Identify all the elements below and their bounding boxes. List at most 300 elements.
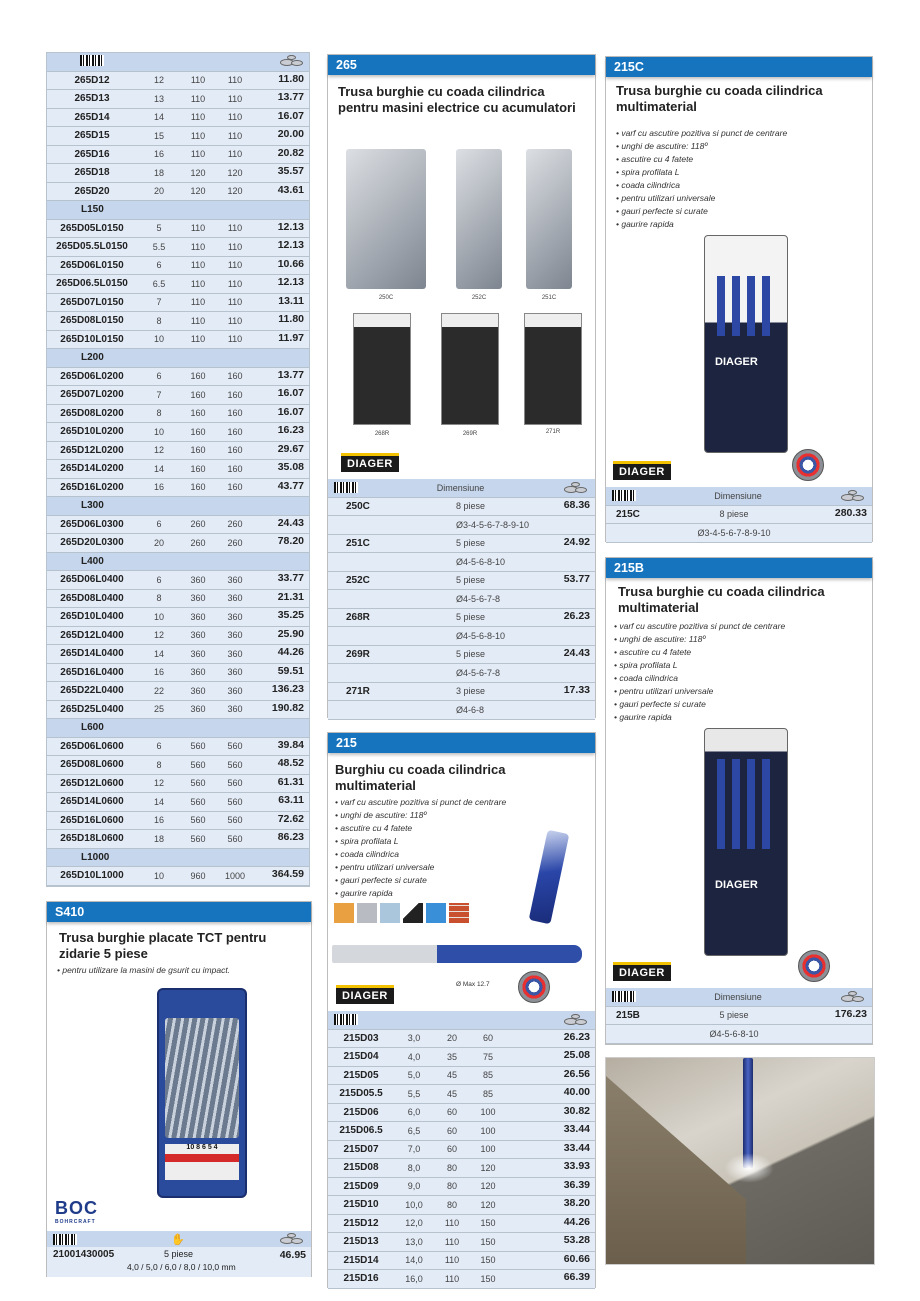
group-header-row [47,719,309,738]
price: 24.43 [563,646,590,659]
table-row [328,1085,595,1104]
barcode-icon [334,482,358,493]
working-length: 110 [190,149,206,160]
total-length: 160 [227,389,243,400]
product-code: 265D12L0200 [60,444,124,456]
table-row-sizes [328,664,595,683]
diameter: 5.5 [152,241,166,252]
price: 11.97 [278,331,304,344]
total-length: 100 [480,1125,496,1136]
price: 53.28 [563,1234,590,1246]
card-header: 265 [328,55,595,75]
product-code: 265D16L0600 [60,814,124,826]
coins-icon [840,490,866,502]
working-length: 60 [446,1107,457,1118]
price: 78.20 [277,535,304,547]
diameter: 5,0 [407,1070,421,1081]
price: 53.77 [563,572,590,585]
table-row [606,1025,872,1044]
price: 35.57 [277,165,304,177]
feature-bullet: • gaurire rapida [335,888,393,898]
product-code: 265D07L0150 [60,296,124,308]
card-title: Trusa burghie cu coada cilindrica pentru masini electrice cu acumulatori [338,84,576,115]
total-length: 110 [227,260,243,271]
diager-logo: DIAGER [613,461,671,480]
s410-data-row [47,1247,311,1277]
sizes: Ø4-5-6-7-8 [456,593,501,604]
product-code: 265D10L0200 [60,426,124,438]
product-code: 265D06L0400 [60,574,124,586]
total-length: 110 [227,241,243,252]
price: 25.90 [277,627,304,640]
table-row [47,645,309,664]
table-row [328,683,595,702]
material-icons [334,903,469,923]
table-row [47,460,309,479]
product-code: 265D16L0400 [60,666,124,678]
total-length: 260 [227,519,243,530]
group-header-row [47,497,309,516]
product-card-s410 [46,901,312,1277]
caption-252C: 252C [471,295,487,301]
table-row [47,294,309,313]
price: 17.33 [563,683,590,696]
total-length: 85 [482,1070,493,1081]
product-code: 265D14 [74,111,110,123]
diameter: 7 [156,297,162,308]
table-row [47,775,309,794]
product-code: 265D06L0150 [60,259,124,271]
diager-logo: DIAGER [336,985,394,1004]
price: 364.59 [271,868,304,880]
total-length: 560 [227,815,243,826]
working-length: 110 [444,1273,460,1284]
table-row-sizes [328,701,595,720]
dimension-label: Dimensiune [436,482,485,493]
tile-icon [426,903,446,923]
table-row [47,127,309,146]
table-row [47,867,309,886]
table-row [328,1122,595,1141]
drill-bit-horizontal-image [332,945,582,963]
coins-icon [563,1014,589,1026]
table-row [47,682,309,701]
group-header-row [47,201,309,220]
price: 38.20 [563,1197,590,1209]
price: 35.08 [277,461,304,473]
price: 21.31 [277,590,304,603]
working-length: 110 [190,278,206,289]
price: 59.51 [277,664,304,677]
product-code: 215D13 [343,1236,379,1248]
diameter: 10,0 [405,1199,423,1210]
table-row [328,1196,595,1215]
working-length: 110 [444,1218,460,1229]
table-row [47,664,309,683]
total-length: 360 [227,630,243,641]
table-row [47,238,309,257]
working-length: 160 [190,408,206,419]
working-length: 110 [190,315,206,326]
product-code: 265D06L0600 [60,740,124,752]
product-code: 215D08 [343,1162,379,1174]
working-length: 160 [190,426,206,437]
price: 26.23 [563,1030,590,1043]
table-215B [606,988,872,1044]
working-length: 120 [190,186,206,197]
product-image-s410: 10 8 6 5 4 [157,988,247,1198]
feature-bullet: • ascutire cu 4 fatete [614,647,692,657]
price: 44.26 [277,646,304,658]
pieces: 8 piese [456,501,486,512]
product-code: 265D25L0400 [60,703,124,715]
product-code: 215D14 [343,1254,379,1266]
made-in-france-badge [518,971,550,1003]
diameter: 14 [153,112,164,123]
price: 36.39 [563,1178,590,1191]
table-row [328,1233,595,1252]
total-length: 110 [227,297,243,308]
working-length: 110 [190,260,206,271]
product-code: 265D22L0400 [60,685,124,697]
total-length: 560 [227,796,243,807]
group-label: L200 [81,352,104,364]
product-code: 265D08L0200 [60,407,124,419]
price: 33.77 [277,572,304,584]
total-length: 120 [480,1181,496,1192]
product-image-215B [704,728,788,956]
product-code: 265D08L0600 [60,759,124,771]
price: 43.77 [277,479,304,492]
total-length: 120 [227,186,243,197]
diameter: 8 [156,593,162,604]
pieces: 5 piese [456,612,486,623]
diameter: 6 [156,371,162,382]
diameter: 18 [153,167,164,178]
table-row [47,479,309,498]
product-code: 265D12L0400 [60,629,124,641]
working-length: 360 [190,704,206,715]
diameter: 6 [156,260,162,271]
diameter: 10 [153,334,164,345]
working-length: 110 [190,75,206,86]
price: 86.23 [277,831,304,843]
price: 60.66 [563,1252,590,1265]
working-length: 110 [190,112,206,123]
table-row-sizes [328,516,595,535]
product-code: 251C [346,537,370,549]
card-title: Burghiu cu coada cilindrica multimaterial [335,762,506,793]
product-code: 268R [346,611,370,623]
product-card-215C [605,56,873,542]
diameter: 20 [153,186,164,197]
feature-bullet: • pentru utilizari universale [616,193,716,203]
working-length: 260 [190,519,206,530]
total-length: 560 [227,833,243,844]
table-row [47,90,309,109]
total-length: 110 [227,149,243,160]
sizes: Ø3-4-5-6-7-8-9-10 [456,519,530,530]
package-brand: DIAGER [715,356,758,368]
dimension-label: Dimensiune [714,490,762,501]
working-length: 560 [190,833,206,844]
working-length: 160 [190,371,206,382]
group-header-row [47,349,309,368]
price: 33.93 [563,1160,590,1172]
caption-269R: 269R [462,431,478,437]
coins-icon [279,1233,305,1245]
product-code: 265D10L1000 [60,870,124,882]
price: 24.92 [563,535,590,548]
working-length: 60 [446,1144,457,1155]
product-code: 265D14L0200 [60,463,124,475]
working-length: 45 [446,1070,457,1081]
diameter: 25 [153,704,164,715]
diameter: 10 [153,870,164,881]
product-code: 215D16 [343,1273,379,1285]
caption-251C: 251C [541,295,557,301]
working-length: 360 [190,648,206,659]
total-length: 110 [227,334,243,345]
table-row [328,1030,595,1049]
product-image-251C [526,149,572,289]
pieces: 3 piese [456,686,486,697]
price: 12.13 [277,220,304,233]
group-label: L400 [81,555,104,567]
product-code: 215B [616,1009,640,1021]
table-row [47,590,309,609]
card-header: 215B [606,558,872,578]
total-length: 360 [227,685,243,696]
working-length: 20 [446,1033,457,1044]
total-length: 360 [227,593,243,604]
working-length: 360 [190,574,206,585]
table-row [47,331,309,350]
price: 48.52 [277,757,304,769]
table-row [47,109,309,128]
dimension-label: Dimensiune [714,991,762,1002]
table-header-row [328,1011,595,1030]
diameter: 14 [153,463,164,474]
table-row [328,1178,595,1197]
working-length: 110 [444,1236,460,1247]
total-length: 160 [227,426,243,437]
package-brand: DIAGER [715,879,758,891]
table-row [47,405,309,424]
working-length: 560 [190,741,206,752]
diameter: 6.5 [152,278,166,289]
feature-bullet: • ascutire cu 4 fatete [335,823,413,833]
card-title: Trusa burghie cu coada cilindrica multimaterial [618,584,825,615]
table-row [47,738,309,757]
product-image-271R [524,313,582,425]
product-code: 265D20 [74,185,110,197]
price: 61.31 [277,775,304,788]
total-length: 110 [227,315,243,326]
diameter: 12 [153,75,164,86]
working-length: 360 [190,685,206,696]
working-length: 360 [190,611,206,622]
price: 63.11 [278,794,304,806]
coins-icon [840,991,866,1003]
price: 26.56 [563,1067,590,1080]
total-length: 85 [482,1088,493,1099]
table-row [328,1104,595,1123]
price: 66.39 [563,1271,590,1283]
feature-bullet: • unghi de ascutire: 118º [614,634,706,644]
price: 12.13 [277,239,304,251]
working-length: 80 [446,1162,457,1173]
total-length: 260 [227,537,243,548]
feature-bullet: • spira profilata L [335,836,399,846]
diameter: 14,0 [405,1255,423,1266]
product-code: 265D12 [74,74,110,86]
total-length: 110 [227,93,243,104]
table-row [47,257,309,276]
product-code: 265D05L0150 [60,222,124,234]
total-length: 160 [227,482,243,493]
working-length: 360 [190,593,206,604]
group-label: L150 [81,204,104,216]
working-length: 560 [190,759,206,770]
table-row [47,793,309,812]
diameter: 14 [153,648,164,659]
price: 33.44 [563,1123,590,1135]
price: 35.25 [277,609,304,621]
product-code: 21001430005 [53,1249,115,1260]
max-diameter-label: Ø Max 12.7 [456,981,490,988]
price: 10.66 [277,257,304,270]
diameter: 13,0 [405,1236,423,1247]
price: 26.23 [563,609,590,622]
total-length: 360 [227,704,243,715]
brick-icon [449,903,469,923]
table-row-sizes [328,627,595,646]
diameter: 12 [153,630,164,641]
total-length: 150 [480,1236,496,1247]
feature-bullet: • gaurire rapida [616,219,674,229]
table-row [47,516,309,535]
working-length: 110 [190,241,206,252]
diameter: 12 [153,445,164,456]
working-length: 80 [446,1199,457,1210]
diameter: 16 [153,482,164,493]
group-label: L1000 [81,851,110,863]
table-header-row [606,988,872,1007]
working-length: 110 [190,334,206,345]
price: 30.82 [563,1104,590,1117]
working-length: 160 [190,482,206,493]
card-title: Trusa burghie placate TCT pentru zidarie 5 piese [59,930,267,961]
price: 46.95 [279,1249,306,1261]
diameter: 20 [153,537,164,548]
table-row [47,830,309,849]
diameter: 8 [156,315,162,326]
table-row [328,1252,595,1271]
table-row [606,1007,872,1026]
sizes: Ø3-4-5-6-7-8-9-10 [697,527,771,538]
caption-250C: 250C [378,295,394,301]
diameter: 5,5 [407,1088,421,1099]
feature-bullet: • gauri perfecte si curate [614,699,706,709]
total-length: 360 [227,667,243,678]
table-row [47,756,309,775]
price: 43.61 [277,183,304,196]
diameter: 22 [153,685,164,696]
card-header: 215 [328,733,595,753]
product-code: 265D07L0200 [60,389,124,401]
working-length: 160 [190,463,206,474]
total-length: 150 [480,1273,496,1284]
working-length: 110 [190,130,206,141]
barcode-icon [53,1234,77,1245]
working-length: 160 [190,445,206,456]
feature-bullet: • pentru utilizari universale [614,686,714,696]
diager-logo: DIAGER [613,962,671,981]
total-length: 110 [227,75,243,86]
diameter: 12 [153,778,164,789]
table-row [328,1270,595,1289]
diameter: 16 [153,149,164,160]
product-code: 215D06 [343,1106,379,1118]
total-length: 75 [482,1051,493,1062]
card-header: S410 [47,902,311,922]
sizes: 4,0 / 5,0 / 6,0 / 8,0 / 10,0 mm [127,1262,236,1272]
total-length: 360 [227,611,243,622]
table-row [328,1215,595,1234]
total-length: 160 [227,463,243,474]
table-row [47,146,309,165]
product-code: 250C [346,500,370,512]
table-row [328,572,595,591]
table-row [328,535,595,554]
barcode-icon [80,55,104,66]
price: 13.77 [277,91,304,103]
feature-bullet: • gauri perfecte si curate [616,206,708,216]
price: 11.80 [278,72,304,85]
feature-bullet: • pentru utilizari universale [335,862,435,872]
total-length: 150 [480,1255,496,1266]
diameter: 13 [153,93,164,104]
price: 20.82 [277,146,304,159]
price: 13.11 [278,294,304,307]
price: 24.43 [277,516,304,529]
drilling-stone-photo [605,1057,875,1265]
price: 16.07 [277,387,304,399]
product-code: 265D14L0400 [60,648,124,660]
diameter: 8 [156,408,162,419]
working-length: 110 [444,1255,460,1266]
product-image-215C [704,235,788,453]
table-row [47,72,309,91]
diameter: 16,0 [405,1273,423,1284]
sizes: Ø4-5-6-8-10 [709,1028,759,1039]
diameter: 10 [153,611,164,622]
product-code: 215D05.5 [339,1088,383,1100]
product-code: 269R [346,648,370,660]
working-length: 120 [190,167,206,178]
working-length: 35 [446,1051,457,1062]
working-length: 960 [190,870,206,881]
total-length: 110 [227,223,243,234]
price: 29.67 [277,442,304,455]
group-header-row [47,849,309,868]
table-row-sizes [328,590,595,609]
group-header-row [47,553,309,572]
total-length: 120 [480,1199,496,1210]
sizes: Ø4-5-6-8-10 [456,630,506,641]
feature-bullet: • gauri perfecte si curate [335,875,427,885]
